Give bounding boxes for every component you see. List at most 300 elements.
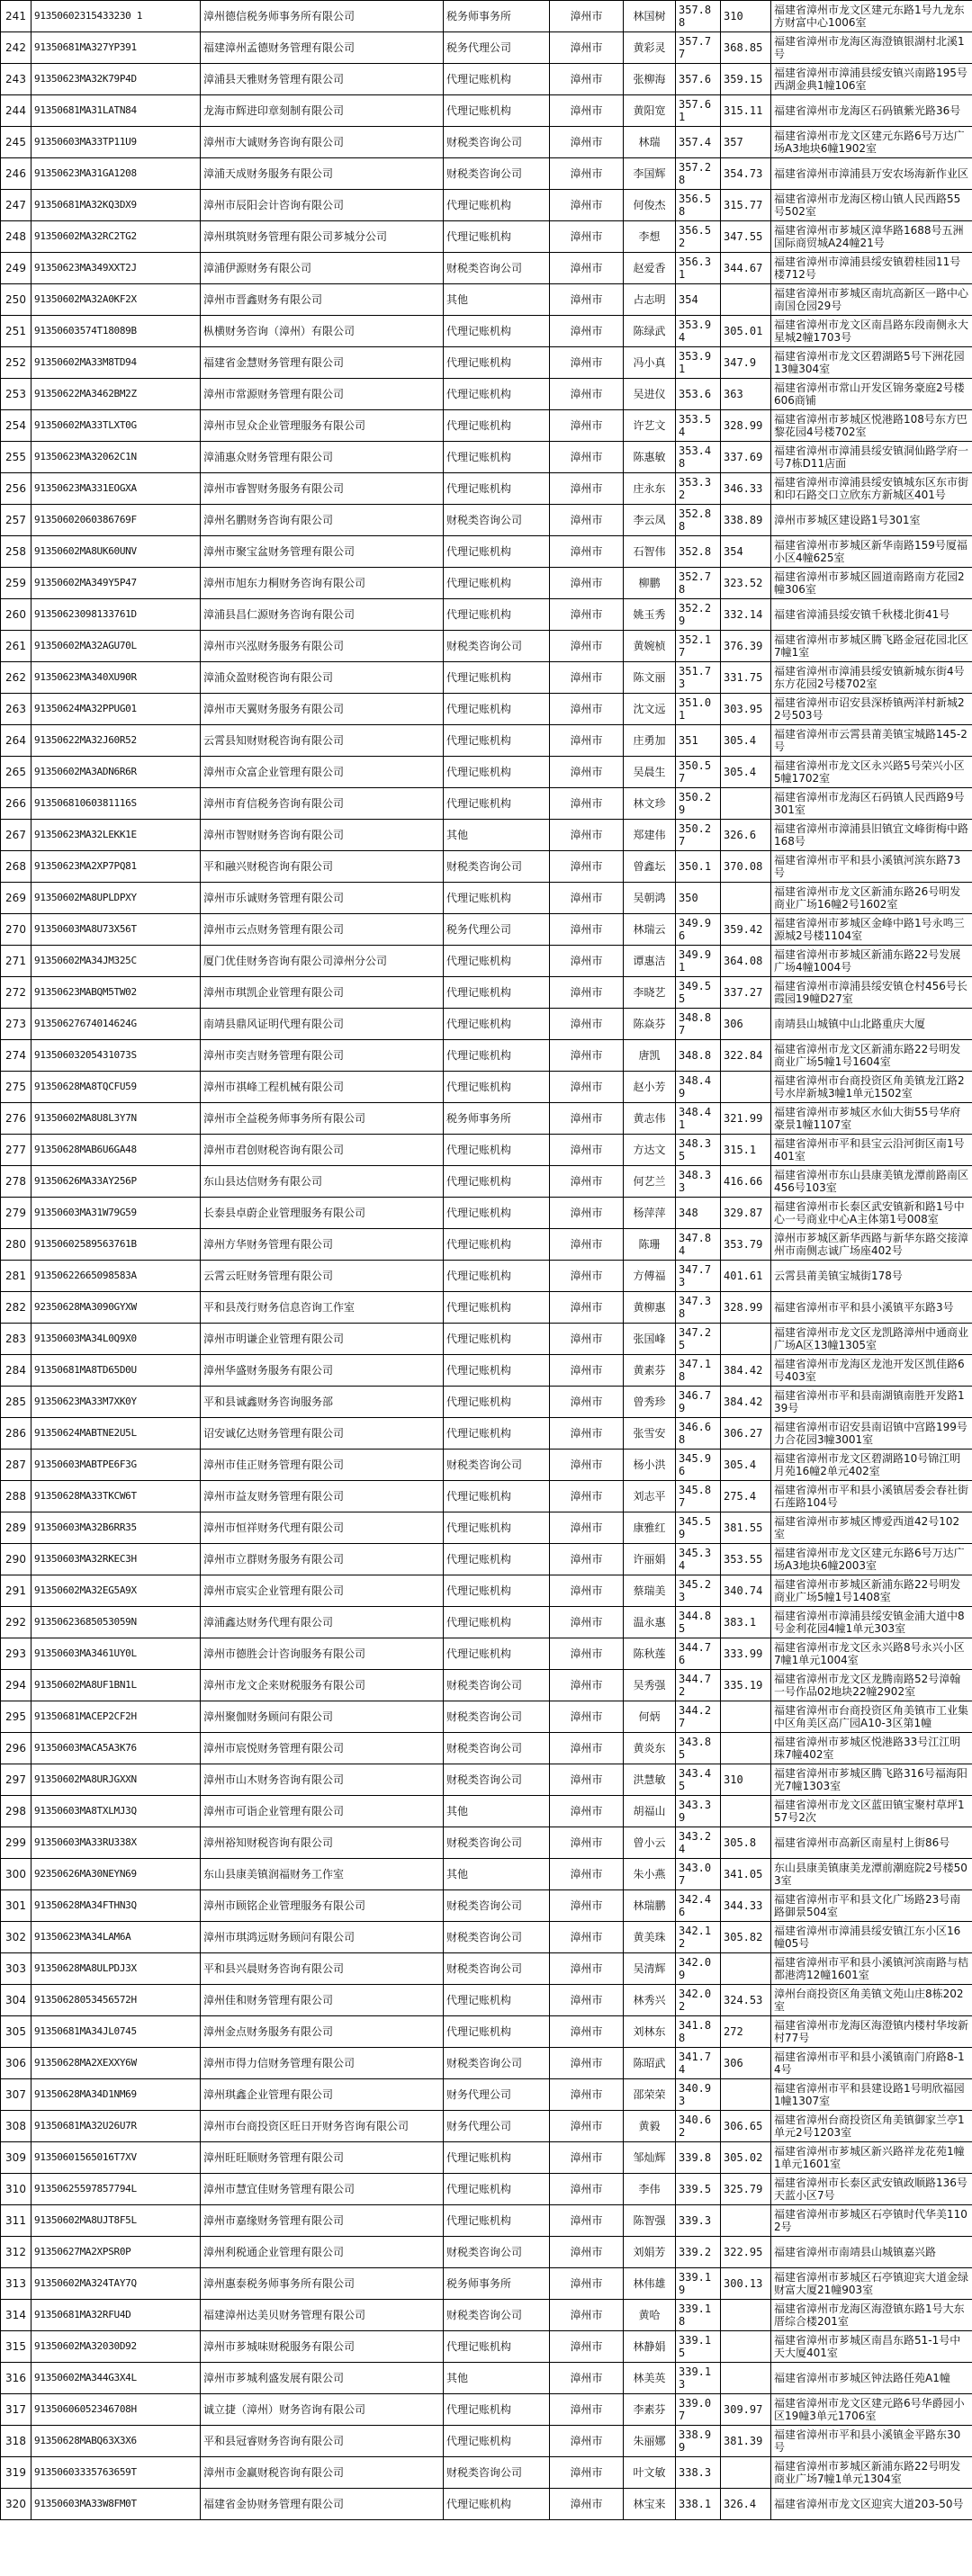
- rank-cell: 325.79: [721, 2174, 771, 2205]
- credit-code-cell: 91350628MA34D1NM69: [32, 2079, 201, 2111]
- table-row: [1, 1512, 972, 1544]
- score-cell: 342.12: [676, 1922, 721, 1953]
- agency-type-cell: 代理记账机构: [444, 977, 550, 1009]
- score-cell: 348.8: [676, 1040, 721, 1072]
- person-cell: 胡福山: [624, 1796, 676, 1827]
- credit-code-cell: 91350603MA32B6RR35: [32, 1512, 201, 1544]
- score-cell: 352.78: [676, 568, 721, 599]
- agency-type-cell: 代理记账机构: [444, 442, 550, 473]
- city-cell: 漳州市: [550, 1985, 624, 2016]
- agency-name-cell: 漳州市众富企业管理有限公司: [201, 757, 444, 788]
- address-cell: 福建省漳州市芗城区金峰中路1号永鸣三源城2号楼1104室: [771, 914, 972, 946]
- credit-code-cell: 91350602MA8URJGXXN: [32, 1764, 201, 1796]
- city-cell: 漳州市: [550, 725, 624, 757]
- table-row: [1, 253, 972, 284]
- rank-cell: 305.8: [721, 1827, 771, 1859]
- agency-type-cell: 代理记账机构: [444, 95, 550, 127]
- person-cell: 陈珊: [624, 1229, 676, 1261]
- score-cell: 343.24: [676, 1827, 721, 1859]
- credit-code-cell: 91350628MA33TKCW6T: [32, 1481, 201, 1512]
- rank-cell: 326.4: [721, 2489, 771, 2520]
- row-index-cell: 281: [1, 1261, 32, 1292]
- address-cell: 漳州市芗城区新华西路与新华东路交接漳州市南侧志诚广场座402号: [771, 1229, 972, 1261]
- address-cell: 福建省漳州市漳浦县绥安镇城东区东市街和印石路交口立欣东方新城区401号: [771, 473, 972, 505]
- city-cell: 漳州市: [550, 1544, 624, 1575]
- person-cell: 陈文丽: [624, 662, 676, 694]
- city-cell: 漳州市: [550, 1040, 624, 1072]
- address-cell: 福建省漳州市云霄县莆美镇宝城路145-2号: [771, 725, 972, 757]
- row-index-cell: 310: [1, 2174, 32, 2205]
- row-index-cell: 250: [1, 284, 32, 316]
- table-row: [1, 568, 972, 599]
- table-row: [1, 473, 972, 505]
- person-cell: 何艺兰: [624, 1166, 676, 1198]
- row-index-cell: 259: [1, 568, 32, 599]
- table-row: [1, 851, 972, 883]
- agency-name-cell: 漳州市兴泓财务服务有限公司: [201, 631, 444, 662]
- address-cell: 福建省漳州市平和县宝云沿河街区南1号401室: [771, 1135, 972, 1166]
- address-cell: 福建省漳州市台商投资区角美镇龙江路2号水岸新城3幢1单元1502室: [771, 1072, 972, 1103]
- rank-cell: 381.39: [721, 2426, 771, 2457]
- credit-code-cell: 91350623MA33M7XK0Y: [32, 1387, 201, 1418]
- person-cell: 陈秋莲: [624, 1638, 676, 1670]
- row-index-cell: 283: [1, 1324, 32, 1355]
- agency-name-cell: 漳州市辰阳会计咨询有限公司: [201, 190, 444, 221]
- address-cell: 福建省漳州市芗城区南昌东路51-1号中天大厦401室: [771, 2331, 972, 2363]
- city-cell: 漳州市: [550, 1670, 624, 1701]
- score-cell: 345.96: [676, 1450, 721, 1481]
- person-cell: 唐凯: [624, 1040, 676, 1072]
- agency-type-cell: 财税类咨询公司: [444, 1670, 550, 1701]
- person-cell: 曾鑫坛: [624, 851, 676, 883]
- table-row: [1, 442, 972, 473]
- score-cell: 357.88: [676, 1, 721, 32]
- table-row: [1, 1701, 972, 1733]
- credit-code-cell: 91350602MA324TAY7Q: [32, 2268, 201, 2300]
- address-cell: 福建省漳州市龙文区蓝田镇宝聚村草坪157号2次: [771, 1796, 972, 1827]
- agency-type-cell: 代理记账机构: [444, 1544, 550, 1575]
- agency-type-cell: 其他: [444, 1859, 550, 1890]
- agency-type-cell: 财税类咨询公司: [444, 1890, 550, 1922]
- table-row: [1, 788, 972, 820]
- agency-type-cell: 代理记账机构: [444, 2142, 550, 2174]
- row-index-cell: 286: [1, 1418, 32, 1450]
- score-cell: 343.39: [676, 1796, 721, 1827]
- row-index-cell: 299: [1, 1827, 32, 1859]
- city-cell: 漳州市: [550, 127, 624, 158]
- rank-cell: 329.87: [721, 1198, 771, 1229]
- city-cell: 漳州市: [550, 2016, 624, 2048]
- agency-name-cell: 漳州市云点财务管理有限公司: [201, 914, 444, 946]
- address-cell: 福建省漳州市平和县建设路1号明欣福园1幢1307室: [771, 2079, 972, 2111]
- address-cell: 福建省漳州市芗城区新兴路祥龙花苑1幢1单元1601室: [771, 2142, 972, 2174]
- credit-code-cell: 91350601565016T7XV: [32, 2142, 201, 2174]
- address-cell: 福建省漳州市长泰区武安镇政顺路136号天蓝小区7号: [771, 2174, 972, 2205]
- address-cell: 福建省漳州市平和县小溪镇居委会春社街石莲路104号: [771, 1481, 972, 1512]
- score-cell: 342.02: [676, 1985, 721, 2016]
- city-cell: 漳州市: [550, 536, 624, 568]
- score-cell: 347.25: [676, 1324, 721, 1355]
- rank-cell: 331.75: [721, 662, 771, 694]
- agency-type-cell: 代理记账机构: [444, 1135, 550, 1166]
- address-cell: 福建省漳州市芗城区悦港路33号江江明珠7幢402室: [771, 1733, 972, 1764]
- score-cell: 347.38: [676, 1292, 721, 1324]
- table-row: [1, 1922, 972, 1953]
- rank-cell: 376.39: [721, 631, 771, 662]
- table-row: [1, 599, 972, 631]
- score-cell: 350.57: [676, 757, 721, 788]
- city-cell: 漳州市: [550, 1575, 624, 1607]
- table-row: [1, 1229, 972, 1261]
- rank-cell: 324.53: [721, 1985, 771, 2016]
- address-cell: 福建省漳州市芗城区新浦东路22号明发商业广场7幢1单元1304室: [771, 2457, 972, 2489]
- agency-name-cell: 漳州市恒祥财务代理有限公司: [201, 1512, 444, 1544]
- city-cell: 漳州市: [550, 253, 624, 284]
- table-row: [1, 190, 972, 221]
- score-cell: 356.31: [676, 253, 721, 284]
- agency-type-cell: 代理记账机构: [444, 1292, 550, 1324]
- person-cell: 黄美珠: [624, 1922, 676, 1953]
- agency-type-cell: 其他: [444, 820, 550, 851]
- agency-name-cell: 漳州市琪凯企业管理有限公司: [201, 977, 444, 1009]
- credit-code-cell: 91350603MA34L0Q9X0: [32, 1324, 201, 1355]
- agency-type-cell: 代理记账机构: [444, 1261, 550, 1292]
- credit-code-cell: 91350622665098583A: [32, 1261, 201, 1292]
- city-cell: 漳州市: [550, 2300, 624, 2331]
- row-index-cell: 266: [1, 788, 32, 820]
- score-cell: 353.54: [676, 410, 721, 442]
- score-cell: 347.73: [676, 1261, 721, 1292]
- score-cell: 356.58: [676, 190, 721, 221]
- address-cell: 福建省漳州市平和县小溪镇金平路东30号: [771, 2426, 972, 2457]
- agency-name-cell: 漳浦惠众财务管理有限公司: [201, 442, 444, 473]
- city-cell: 漳州市: [550, 1072, 624, 1103]
- address-cell: 福建省漳州市龙文区龙腾南路52号漳翰一号作品02地块22幢2902室: [771, 1670, 972, 1701]
- row-index-cell: 288: [1, 1481, 32, 1512]
- agency-name-cell: 漳州市昱众企业管理服务有限公司: [201, 410, 444, 442]
- score-cell: 345.59: [676, 1512, 721, 1544]
- rank-cell: 357: [721, 127, 771, 158]
- rank-cell: 354: [721, 536, 771, 568]
- city-cell: 漳州市: [550, 2142, 624, 2174]
- rank-cell: 359.42: [721, 914, 771, 946]
- rank-cell: 305.02: [721, 2142, 771, 2174]
- agency-type-cell: 代理记账机构: [444, 1985, 550, 2016]
- row-index-cell: 253: [1, 379, 32, 410]
- credit-code-cell: 91350623098133761D: [32, 599, 201, 631]
- rank-cell: 354.73: [721, 158, 771, 190]
- rank-cell: 416.66: [721, 1166, 771, 1198]
- table-row: [1, 977, 972, 1009]
- score-cell: 345.87: [676, 1481, 721, 1512]
- agency-name-cell: 漳州市芗城利盛发展有限公司: [201, 2363, 444, 2394]
- credit-code-cell: 91350602MA34JM325C: [32, 946, 201, 977]
- person-cell: 林瑞云: [624, 914, 676, 946]
- agency-name-cell: 东山县康美镇润福财务工作室: [201, 1859, 444, 1890]
- address-cell: 福建省漳州市漳浦县绥安镇江东小区16幢05号: [771, 1922, 972, 1953]
- agency-name-cell: 福建省金慧财务管理有限公司: [201, 347, 444, 379]
- credit-code-cell: 91350602MA32030D92: [32, 2331, 201, 2363]
- agency-name-cell: 漳州市得力信财务管理有限公司: [201, 2048, 444, 2079]
- rank-cell: 381.55: [721, 1512, 771, 1544]
- score-cell: 338.99: [676, 2426, 721, 2457]
- person-cell: 杨萍萍: [624, 1198, 676, 1229]
- table-row: [1, 1135, 972, 1166]
- person-cell: 李素芬: [624, 2394, 676, 2426]
- agency-name-cell: 枞横财务咨询（漳州）有限公司: [201, 316, 444, 347]
- city-cell: 漳州市: [550, 1166, 624, 1198]
- score-cell: 343.07: [676, 1859, 721, 1890]
- row-index-cell: 256: [1, 473, 32, 505]
- person-cell: 赵小芳: [624, 1072, 676, 1103]
- address-cell: 福建省漳州市龙文区碧湖路5号下洲花园13幢304室: [771, 347, 972, 379]
- agency-name-cell: 漳州惠泰税务师事务所有限公司: [201, 2268, 444, 2300]
- score-cell: 351: [676, 725, 721, 757]
- person-cell: 黄阳宽: [624, 95, 676, 127]
- table-row: [1, 1103, 972, 1135]
- agency-type-cell: 代理记账机构: [444, 1229, 550, 1261]
- score-cell: 350.1: [676, 851, 721, 883]
- credit-code-cell: 91350602MA32AGU70L: [32, 631, 201, 662]
- rank-cell: 315.1: [721, 1135, 771, 1166]
- city-cell: 漳州市: [550, 2489, 624, 2520]
- credit-code-cell: 91350603574T18089B: [32, 316, 201, 347]
- city-cell: 漳州市: [550, 1009, 624, 1040]
- credit-code-cell: 91350628053456572H: [32, 1985, 201, 2016]
- table-row: [1, 2394, 972, 2426]
- person-cell: 郑建伟: [624, 820, 676, 851]
- table-row: [1, 1985, 972, 2016]
- city-cell: 漳州市: [550, 1103, 624, 1135]
- credit-code-cell: 91350606052346708H: [32, 2394, 201, 2426]
- person-cell: 占志明: [624, 284, 676, 316]
- credit-code-cell: 91350603335763659T: [32, 2457, 201, 2489]
- agency-name-cell: 漳州琪筑财务管理有限公司芗城分公司: [201, 221, 444, 253]
- row-index-cell: 264: [1, 725, 32, 757]
- rank-cell: [721, 2457, 771, 2489]
- address-cell: 福建省漳州市龙海区石码镇人民西路9号301室: [771, 788, 972, 820]
- row-index-cell: 279: [1, 1198, 32, 1229]
- table-row: [1, 95, 972, 127]
- table-row: [1, 1009, 972, 1040]
- address-cell: 福建省漳州市龙海区海澄镇内楼村华垵新村77号: [771, 2016, 972, 2048]
- agency-name-cell: 漳州市佳正财务管理有限公司: [201, 1450, 444, 1481]
- credit-code-cell: 91350623MA340XU90R: [32, 662, 201, 694]
- credit-code-cell: 91350602MA349Y5P47: [32, 568, 201, 599]
- address-cell: 福建省漳州市诏安县南诏镇中宫路199号力合花园3幢3001室: [771, 1418, 972, 1450]
- table-row: [1, 1953, 972, 1985]
- person-cell: 温永惠: [624, 1607, 676, 1638]
- credit-code-cell: 91350627674014624G: [32, 1009, 201, 1040]
- score-cell: 347.18: [676, 1355, 721, 1387]
- city-cell: 漳州市: [550, 2394, 624, 2426]
- score-cell: 340.93: [676, 2079, 721, 2111]
- table-row: [1, 662, 972, 694]
- agency-type-cell: 代理记账机构: [444, 190, 550, 221]
- city-cell: 漳州市: [550, 1387, 624, 1418]
- city-cell: 漳州市: [550, 1607, 624, 1638]
- row-index-cell: 313: [1, 2268, 32, 2300]
- row-index-cell: 303: [1, 1953, 32, 1985]
- agency-type-cell: 税务代理公司: [444, 32, 550, 64]
- row-index-cell: 298: [1, 1796, 32, 1827]
- city-cell: 漳州市: [550, 694, 624, 725]
- table-row: [1, 1575, 972, 1607]
- person-cell: 方傅福: [624, 1261, 676, 1292]
- city-cell: 漳州市: [550, 1, 624, 32]
- agency-type-cell: 财税类咨询公司: [444, 505, 550, 536]
- address-cell: 福建省漳州市平和县小溪镇河滨东路73号: [771, 851, 972, 883]
- table-row: [1, 2048, 972, 2079]
- agency-type-cell: 财税类咨询公司: [444, 1922, 550, 1953]
- credit-code-cell: 91350602589563761B: [32, 1229, 201, 1261]
- address-cell: 福建省漳州市南靖县山城镇嘉兴路: [771, 2237, 972, 2268]
- address-cell: 云霄县莆美镇宝城街178号: [771, 1261, 972, 1292]
- person-cell: 张柳海: [624, 64, 676, 95]
- rank-cell: 300.13: [721, 2268, 771, 2300]
- address-cell: 福建省漳州市芗城区博爱西道42号102室: [771, 1512, 972, 1544]
- score-cell: 341.88: [676, 2016, 721, 2048]
- address-cell: 福建省漳州市芗城区水仙大街55号华府豪景1幢1107室: [771, 1103, 972, 1135]
- table-row: [1, 914, 972, 946]
- agency-name-cell: 福建省金协财务管理有限公司: [201, 2489, 444, 2520]
- person-cell: 曾秀珍: [624, 1387, 676, 1418]
- agency-type-cell: 财税类咨询公司: [444, 1827, 550, 1859]
- row-index-cell: 277: [1, 1135, 32, 1166]
- agency-type-cell: 财税类咨询公司: [444, 1764, 550, 1796]
- person-cell: 杨小洪: [624, 1450, 676, 1481]
- table-row: [1, 1387, 972, 1418]
- table-row: [1, 1481, 972, 1512]
- agency-type-cell: 财税类咨询公司: [444, 1953, 550, 1985]
- city-cell: 漳州市: [550, 158, 624, 190]
- agency-type-cell: 财务代理公司: [444, 2079, 550, 2111]
- score-cell: 352.8: [676, 536, 721, 568]
- agency-name-cell: 漳州市睿智财务服务有限公司: [201, 473, 444, 505]
- city-cell: 漳州市: [550, 32, 624, 64]
- person-cell: 庄勇加: [624, 725, 676, 757]
- city-cell: 漳州市: [550, 221, 624, 253]
- credit-code-cell: 91350602MA32A0KF2X: [32, 284, 201, 316]
- rank-cell: 272: [721, 2016, 771, 2048]
- score-cell: 344.27: [676, 1701, 721, 1733]
- credit-code-cell: 91350628MAB6U6GA48: [32, 1135, 201, 1166]
- table-row: [1, 1261, 972, 1292]
- credit-code-cell: 91350681MA31LATN84: [32, 95, 201, 127]
- row-index-cell: 255: [1, 442, 32, 473]
- rank-cell: 315.77: [721, 190, 771, 221]
- address-cell: 福建省漳州市龙海区榜山镇人民西路55号502室: [771, 190, 972, 221]
- person-cell: 洪慧敏: [624, 1764, 676, 1796]
- row-index-cell: 320: [1, 2489, 32, 2520]
- credit-code-cell: 91350623MA34LAM6A: [32, 1922, 201, 1953]
- table-row: [1, 2205, 972, 2237]
- rank-cell: 306: [721, 1009, 771, 1040]
- score-cell: 345.34: [676, 1544, 721, 1575]
- address-cell: 福建省漳州市诏安县深桥镇两洋村新城22号503号: [771, 694, 972, 725]
- row-index-cell: 275: [1, 1072, 32, 1103]
- agency-type-cell: 代理记账机构: [444, 379, 550, 410]
- agency-name-cell: 漳州市乐诚财务管理有限公司: [201, 883, 444, 914]
- score-cell: 348.33: [676, 1166, 721, 1198]
- agency-name-cell: 漳州金点财务服务有限公司: [201, 2016, 444, 2048]
- agency-name-cell: 长泰县卓蔚企业管理服务有限公司: [201, 1198, 444, 1229]
- city-cell: 漳州市: [550, 1481, 624, 1512]
- rank-cell: 305.4: [721, 757, 771, 788]
- city-cell: 漳州市: [550, 820, 624, 851]
- credit-code-cell: 91350624MABTNE2U5L: [32, 1418, 201, 1450]
- credit-code-cell: 91350681MA32U26U7R: [32, 2111, 201, 2142]
- agency-name-cell: 漳州市嘉缘财务管理有限公司: [201, 2205, 444, 2237]
- score-cell: 356.52: [676, 221, 721, 253]
- score-cell: 350.27: [676, 820, 721, 851]
- agency-type-cell: 代理记账机构: [444, 694, 550, 725]
- agency-name-cell: 漳州市龙文企来财税服务有限公司: [201, 1670, 444, 1701]
- person-cell: 陈焱芬: [624, 1009, 676, 1040]
- table-row: [1, 316, 972, 347]
- table-row: [1, 1764, 972, 1796]
- agency-type-cell: 税务师事务所: [444, 1, 550, 32]
- table-row: [1, 2079, 972, 2111]
- row-index-cell: 319: [1, 2457, 32, 2489]
- person-cell: 康雅红: [624, 1512, 676, 1544]
- rank-cell: 305.4: [721, 1450, 771, 1481]
- person-cell: 赵爱香: [624, 253, 676, 284]
- rank-cell: 364.08: [721, 946, 771, 977]
- row-index-cell: 276: [1, 1103, 32, 1135]
- agency-type-cell: 代理记账机构: [444, 1166, 550, 1198]
- row-index-cell: 252: [1, 347, 32, 379]
- score-cell: 338.3: [676, 2457, 721, 2489]
- city-cell: 漳州市: [550, 1135, 624, 1166]
- person-cell: 黄彩灵: [624, 32, 676, 64]
- person-cell: 陈昭武: [624, 2048, 676, 2079]
- agency-type-cell: 财税类咨询公司: [444, 2237, 550, 2268]
- credit-code-cell: 91350602315433230 1: [32, 1, 201, 32]
- city-cell: 漳州市: [550, 1512, 624, 1544]
- credit-code-cell: 91350602MA344G3X4L: [32, 2363, 201, 2394]
- city-cell: 漳州市: [550, 2111, 624, 2142]
- agency-type-cell: 代理记账机构: [444, 2394, 550, 2426]
- city-cell: 漳州市: [550, 1198, 624, 1229]
- score-cell: 344.85: [676, 1607, 721, 1638]
- address-cell: 福建省漳州市龙文区南昌路东段南侧永大星城2幢1703号: [771, 316, 972, 347]
- person-cell: 陈惠敏: [624, 442, 676, 473]
- person-cell: 林伟雄: [624, 2268, 676, 2300]
- city-cell: 漳州市: [550, 473, 624, 505]
- score-cell: 339.3: [676, 2205, 721, 2237]
- address-cell: 福建省漳州市平和县南湖镇南胜开发路139号: [771, 1387, 972, 1418]
- person-cell: 吴秀强: [624, 1670, 676, 1701]
- rank-cell: 306.27: [721, 1418, 771, 1450]
- credit-code-cell: 92350626MA30NEYN69: [32, 1859, 201, 1890]
- address-cell: 福建省漳州市龙海区海澄镇银湖村北溪1号: [771, 32, 972, 64]
- score-cell: 339.8: [676, 2142, 721, 2174]
- table-row: [1, 2363, 972, 2394]
- agency-name-cell: 漳州市晋鑫财务有限公司: [201, 284, 444, 316]
- row-index-cell: 316: [1, 2363, 32, 2394]
- credit-code-cell: 91350603205431073S: [32, 1040, 201, 1072]
- agency-type-cell: 代理记账机构: [444, 1324, 550, 1355]
- agency-name-cell: 漳州利税通企业管理有限公司: [201, 2237, 444, 2268]
- row-index-cell: 315: [1, 2331, 32, 2363]
- agency-name-cell: 平和县冠睿财务咨询有限公司: [201, 2426, 444, 2457]
- table-row: [1, 2300, 972, 2331]
- row-index-cell: 251: [1, 316, 32, 347]
- agency-type-cell: 代理记账机构: [444, 2426, 550, 2457]
- agency-type-cell: 其他: [444, 284, 550, 316]
- person-cell: 曾小云: [624, 1827, 676, 1859]
